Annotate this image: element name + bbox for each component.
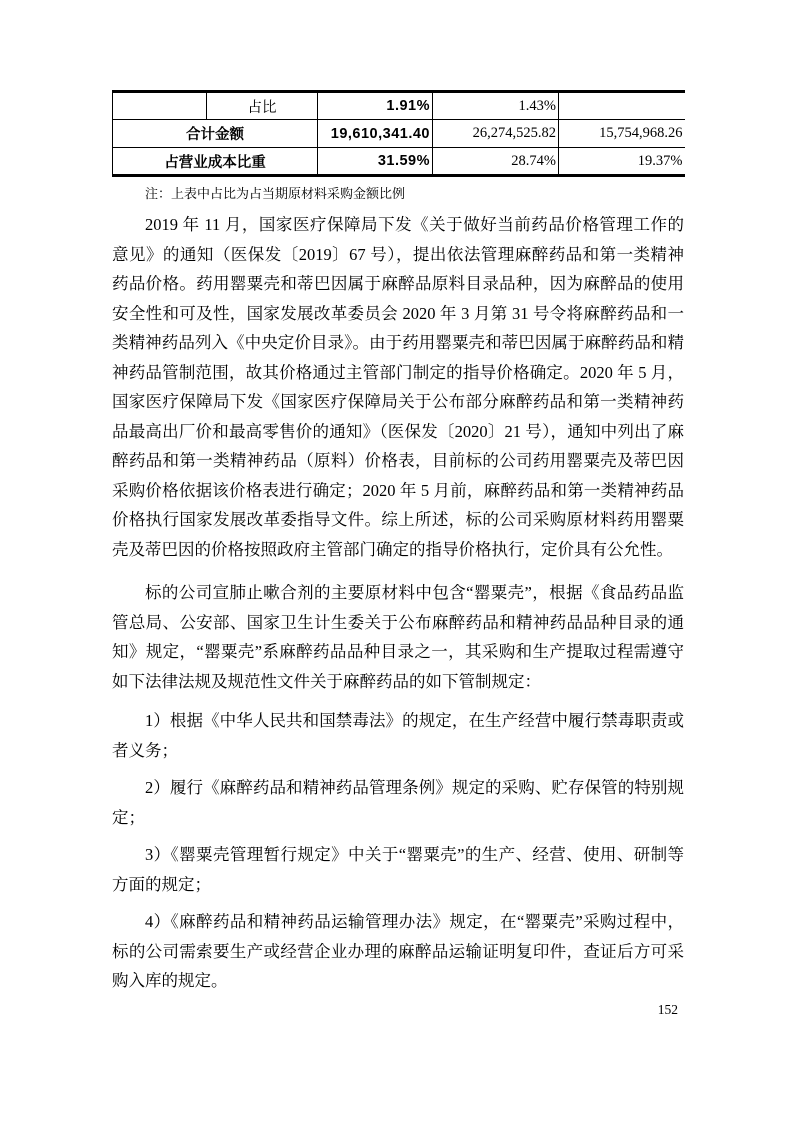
row-label-cost-ratio: 占营业成本比重 [113,148,318,176]
table-row-ratio [113,92,685,120]
body-paragraph-pricing-policy: 2019 年 11 月，国家医疗保障局下发《关于做好当前药品价格管理工作的意见》的通知（医保发〔2019〕67 号），提出依法管理麻醉药品和第一类精神药品价格。药用罂粟壳和蒂巴因属于麻醉品原料目录品种，因为麻醉品的使用安全性和可及性，国家发展改革委员会 2020 年 3 月第 31 号令将麻醉药品和一类精神药品列入《中央定价目录》。由于药用罂粟壳和蒂巴因属于麻醉药品和精神药品管制范围，故其价格通过主管部门制定的指导价格确定。2020 年 5 月，国家医疗保障局下发《国家医疗保障局关于公布部分麻醉药品和第一类精神药品最高出厂价和最高零售价的通知》（医保发〔2020〕21 号），通知中列出了麻醉药品和第一类精神药品（原料）价格表，目前标的公司药用罂粟壳及蒂巴因采购价格依据该价格表进行确定；2020 年 5 月前，麻醉药品和第一类精神药品价格执行国家发展改革委指导文件。综上所述，标的公司采购原材料药用罂粟壳及蒂巴因的价格按照政府主管部门确定的指导价格执行，定价具有公允性。 [112,215,684,559]
total-amount-period-1: 19,610,341.40 [318,120,433,148]
total-amount-period-2: 26,274,525.82 [433,120,559,148]
ratio-value-period-1: 1.91% [318,92,433,120]
page-content [112,0,684,1004]
total-amount-period-3: 15,754,968.26 [559,120,685,148]
regulation-item-3: 3）《罂粟壳管理暂行规定》中关于“罂粟壳”的生产、经营、使用、研制等方面的规定； [112,845,684,894]
table-row-cost-ratio [113,148,685,176]
row-label-ratio: 占比 [207,92,318,120]
regulation-item-1: 1）根据《中华人民共和国禁毒法》的规定，在生产经营中履行禁毒职责或者义务； [112,711,684,760]
ratio-value-period-2: 1.43% [433,92,559,120]
body-paragraph-poppy-husk-regulation: 标的公司宣肺止嗽合剂的主要原材料中包含“罂粟壳”，根据《食品药品监管总局、公安部、国家卫生计生委关于公布麻醉药品和精神药品品种目录的通知》规定，“罂粟壳”系麻醉药品品种目录之一，其采购和生产提取过程需遵守如下法律法规及规范性文件关于麻醉药品的如下管制规定： [112,583,684,691]
procurement-summary-table [112,90,685,177]
row-label-total-amount: 合计金额 [113,120,318,148]
table-note: 注：上表中占比为占当期原材料采购金额比例 [145,186,406,201]
table-row-total-amount [113,120,685,148]
ratio-value-period-3 [559,92,685,120]
cost-ratio-period-3: 19.37% [559,148,685,176]
page-number: 152 [657,1002,678,1017]
cost-ratio-period-1: 31.59% [318,148,433,176]
cost-ratio-period-2: 28.74% [433,148,559,176]
empty-cell [113,92,207,120]
regulation-item-4: 4）《麻醉药品和精神药品运输管理办法》规定，在“罂粟壳”采购过程中，标的公司需索要生产或经营企业办理的麻醉品运输证明复印件，查证后方可采购入库的规定。 [112,912,684,990]
regulation-item-2: 2）履行《麻醉药品和精神药品管理条例》规定的采购、贮存保管的特别规定； [112,778,684,827]
